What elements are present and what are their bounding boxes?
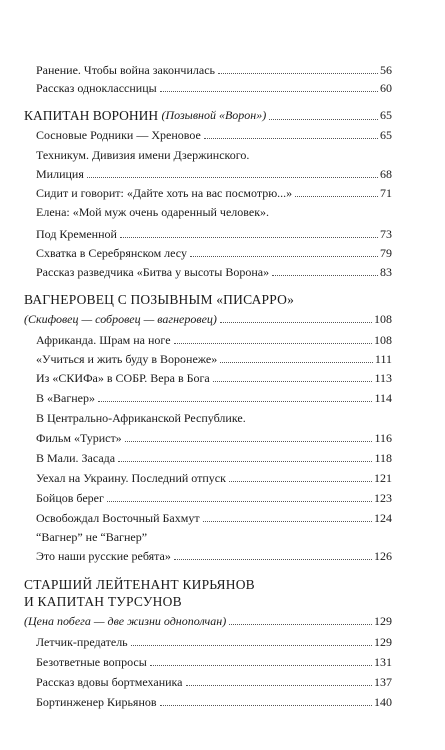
leader-dots xyxy=(174,343,372,344)
toc-entry xyxy=(36,246,392,260)
leader-dots xyxy=(87,177,378,178)
toc-entry xyxy=(36,128,392,142)
toc-entry-title: “Вагнер” не “Вагнер” xyxy=(36,530,148,544)
toc-entry-title: Под Кременной xyxy=(36,227,117,241)
toc-entry xyxy=(36,371,392,385)
toc-entry xyxy=(36,675,392,689)
toc-entry xyxy=(36,471,392,485)
leader-dots xyxy=(203,521,372,522)
toc-entry-title: Техникум. Дивизия имени Дзержинского. xyxy=(36,148,250,162)
toc-entry-title: Милиция xyxy=(36,167,84,181)
toc-entry-title: Елена: «Мой муж очень одаренный человек». xyxy=(36,205,270,219)
toc-entry-page: 56 xyxy=(380,63,392,77)
toc-entry-title: В Центрально-Африканской Республике. xyxy=(36,411,246,425)
toc-entry-title: Из «СКИФа» в СОБР. Вера в Бога xyxy=(36,371,210,385)
toc-entry-title: Сидит и говорит: «Дайте хоть на вас посмотрю...» xyxy=(36,186,293,200)
leader-dots xyxy=(120,237,378,238)
toc-entry-title: Африканда. Шрам на ноге xyxy=(36,333,171,347)
toc-entry-title: Освобождал Восточный Бахмут xyxy=(36,511,200,525)
section-subtitle: (Скифовец — собровец — вагнеровец) xyxy=(24,312,217,326)
toc-entry-page: 65 xyxy=(380,128,392,142)
toc-entry xyxy=(36,333,392,347)
toc-entry-page: 126 xyxy=(374,549,392,563)
toc-entry-page: 68 xyxy=(380,167,392,181)
toc-entry-page: 121 xyxy=(374,471,392,485)
section-heading xyxy=(24,108,392,123)
toc-entry xyxy=(36,431,392,445)
toc-entry-title: Уехал на Украину. Последний отпуск xyxy=(36,471,226,485)
leader-dots xyxy=(269,119,378,120)
leader-dots xyxy=(174,559,372,560)
toc-entry-page: 140 xyxy=(374,695,392,709)
toc-entry xyxy=(36,391,392,405)
toc-entry-page: 131 xyxy=(374,655,392,669)
toc-entry xyxy=(36,451,392,465)
toc-entry xyxy=(36,186,392,200)
leader-dots xyxy=(229,624,372,625)
leader-dots xyxy=(107,501,372,502)
toc-entry xyxy=(36,491,392,505)
toc-entry-page: 108 xyxy=(374,333,392,347)
toc-entry-page: 137 xyxy=(374,675,392,689)
toc-entry-title: Фильм «Турист» xyxy=(36,431,122,445)
leader-dots xyxy=(204,138,378,139)
section-subtitle-line xyxy=(24,614,392,628)
leader-dots xyxy=(295,196,378,197)
toc-entry-page: 60 xyxy=(380,81,392,95)
toc-entry-title: Рассказ разведчика «Битва у высоты Ворона» xyxy=(36,265,270,279)
toc-entry-title: Бортинженер Кирьянов xyxy=(36,695,157,709)
toc-entry-page: 129 xyxy=(374,635,392,649)
leader-dots xyxy=(190,256,378,257)
toc-entry xyxy=(36,63,392,77)
toc-entry xyxy=(36,695,392,709)
toc-entry-page: 124 xyxy=(374,511,392,525)
toc-entry xyxy=(36,511,392,525)
toc-entry-page: 129 xyxy=(374,614,392,628)
leader-dots xyxy=(186,685,372,686)
toc-entry-page: 118 xyxy=(374,451,392,465)
toc-entry-title: Рассказ вдовы бортмеханика xyxy=(36,675,183,689)
toc-entry-title: Схватка в Серебрянском лесу xyxy=(36,246,187,260)
leader-dots xyxy=(272,275,378,276)
toc-entry-title: Это наши русские ребята» xyxy=(36,549,171,563)
toc-entry-page: 123 xyxy=(374,491,392,505)
toc-entry-title: В «Вагнер» xyxy=(36,391,96,405)
toc-entry xyxy=(36,227,392,241)
toc-entry-page: 73 xyxy=(380,227,392,241)
toc-entry-page: 71 xyxy=(380,186,392,200)
leader-dots xyxy=(118,461,372,462)
toc-entry xyxy=(36,265,392,279)
leader-dots xyxy=(218,73,378,74)
leader-dots xyxy=(131,645,372,646)
toc-entry xyxy=(36,635,392,649)
section-subtitle: (Цена побега — две жизни однополчан) xyxy=(24,614,227,628)
toc-entry-title: Бойцов берег xyxy=(36,491,104,505)
section-title: КАПИТАН ВОРОНИН xyxy=(24,108,159,123)
toc-entry-title: Сосновые Родники — Хреновое xyxy=(36,128,201,142)
leader-dots xyxy=(229,481,372,482)
leader-dots xyxy=(213,381,373,382)
leader-dots xyxy=(160,705,372,706)
toc-entry xyxy=(36,352,392,366)
section-title: СТАРШИЙ ЛЕЙТЕНАНТ КИРЬЯНОВ xyxy=(24,577,255,592)
section-title: ВАГНЕРОВЕЦ С ПОЗЫВНЫМ «ПИСАРРО» xyxy=(24,292,295,307)
toc-entry-title: «Учиться и жить буду в Воронеже» xyxy=(36,352,218,366)
leader-dots xyxy=(220,322,372,323)
toc-entry-title: В Мали. Засада xyxy=(36,451,116,465)
toc-entry-page: 108 xyxy=(374,312,392,326)
toc-entry-page: 83 xyxy=(380,265,392,279)
toc-entry xyxy=(36,167,392,181)
section-title: И КАПИТАН ТУРСУНОВ xyxy=(24,594,182,609)
toc-entry-title: Ранение. Чтобы война закончилась xyxy=(36,63,216,77)
leader-dots xyxy=(98,401,372,402)
leader-dots xyxy=(125,441,373,442)
toc-entry-title: Рассказ одноклассницы xyxy=(36,81,157,95)
section-subtitle: (Позывной «Ворон») xyxy=(161,108,267,122)
toc-entry-page: 111 xyxy=(374,352,392,366)
toc-entry-page: 79 xyxy=(380,246,392,260)
toc-entry-title: Безответные вопросы xyxy=(36,655,147,669)
toc-entry xyxy=(36,81,392,95)
toc-entry xyxy=(36,549,392,563)
leader-dots xyxy=(150,665,372,666)
toc-entry-page: 113 xyxy=(374,371,392,385)
toc-entry-page: 116 xyxy=(374,431,392,445)
toc-entry xyxy=(36,655,392,669)
section-subtitle-line xyxy=(24,312,392,326)
toc-entry-title: Летчик-предатель xyxy=(36,635,128,649)
toc-entry-page: 65 xyxy=(380,108,392,122)
leader-dots xyxy=(160,91,378,92)
toc-entry-page: 114 xyxy=(374,391,392,405)
leader-dots xyxy=(220,362,373,363)
